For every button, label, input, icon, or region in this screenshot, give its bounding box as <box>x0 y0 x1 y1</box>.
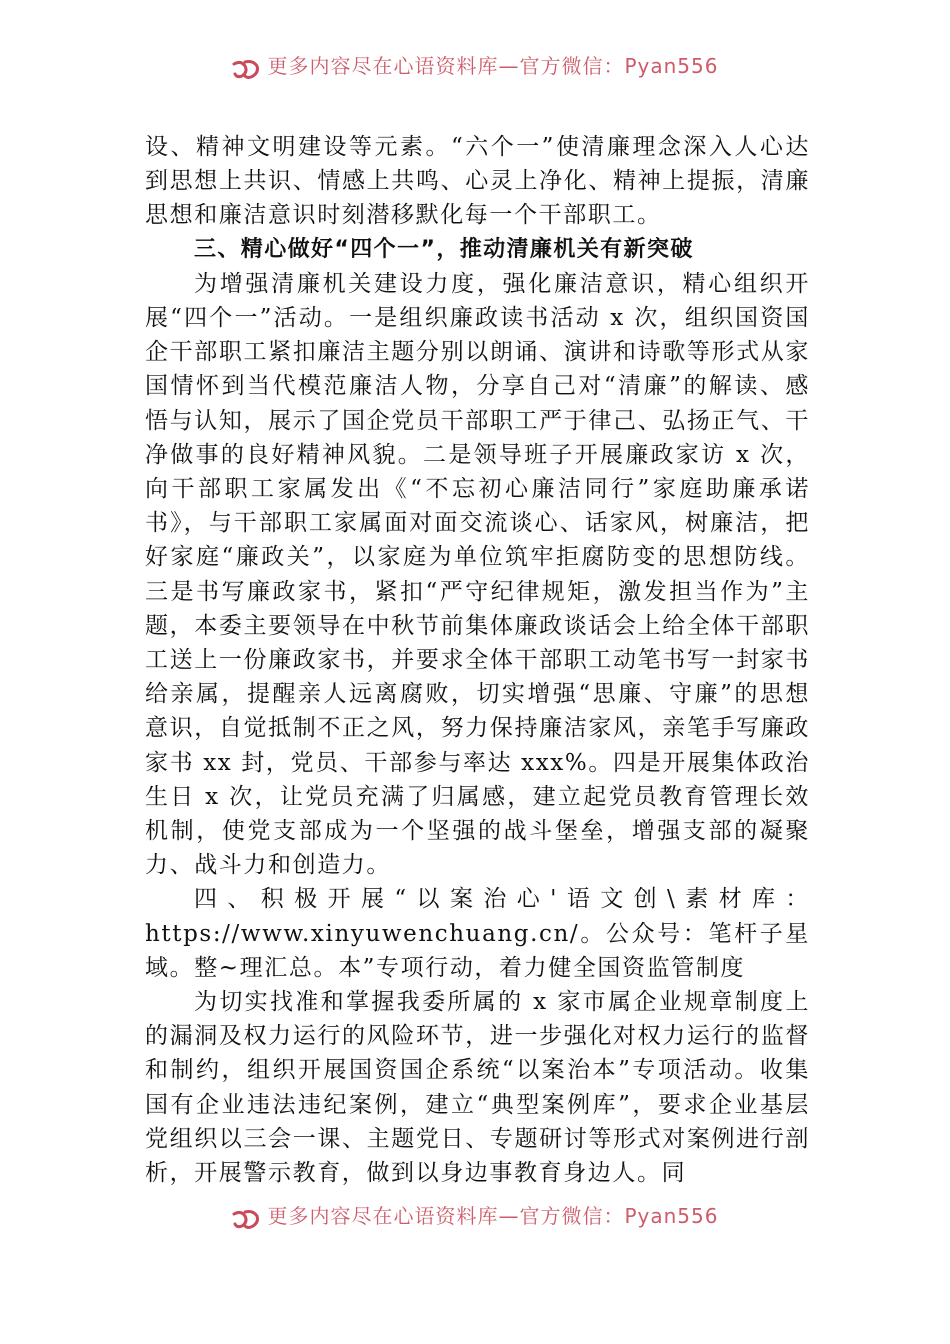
document-body <box>145 130 810 1190</box>
brand-logo-icon <box>231 58 261 82</box>
paragraph-section-four: 为切实找准和掌握我委所属的 x 家市属企业规章制度上的漏洞及权力运行的风险环节，进一步强化对权力运行的监督和制约，组织开展国资国企系统“以案治本”专项活动。收集国有企业违法违纪案例，建立“典型案例库”，要求企业基层党组织以三会一课、主题党日、专题研讨等形式对案例进行剖析，开展警示教育，做到以身边事教育身边人。同 <box>145 989 810 1187</box>
section-heading-four: 四、积极开展“以案治心'语文创\素材库：https://www.xinyuwenchuang.cn/。公众号：笔杆子星域。整~理汇总。本”专项行动，着力健全国资监管制度 <box>145 886 810 981</box>
section-heading-three: 三、精心做好“四个一”，推动清廉机关有新突破 <box>194 236 694 262</box>
watermark-footer <box>0 1200 950 1240</box>
watermark-text: 更多内容尽在心语资料库—官方微信：Pyan556 <box>267 1203 719 1228</box>
watermark-text: 更多内容尽在心语资料库—官方微信：Pyan556 <box>267 53 719 78</box>
paragraph-section-three: 为增强清廉机关建设力度，强化廉洁意识，精心组织开展“四个一”活动。一是组织廉政读书活动 x 次，组织国资国企干部职工紧扣廉洁主题分别以朗诵、演讲和诗歌等形式从家国情怀到当代模范廉洁人物，分享自己对“清廉”的解读、感悟与认知，展示了国企党员干部职工严于律己、弘扬正气、干净做事的良好精神风貌。二是领导班子开展廉政家访 x 次，向干部职工家属发出《“不忘初心廉洁同行”家庭助廉承诺书》，与干部职工家属面对面交流谈心、话家风，树廉洁，把好家庭“廉政关”，以家庭为单位筑牢拒腐防变的思想防线。三是书写廉政家书，紧扣“严守纪律规矩，激发担当作为”主题，本委主要领导在中秋节前集体廉政谈话会上给全体干部职工送上一份廉政家书，并要求全体干部职工动笔书写一封家书给亲属，提醒亲人远离腐败，切实增强“思廉、守廉”的思想意识，自觉抵制不正之风，努力保持廉洁家风，亲笔手写廉政家书 xx 封，党员、干部参与率达 xxx%。四是开展集体政治生日 x 次，让党员充满了归属感，建立起党员教育管理长效机制，使党支部成为一个坚强的战斗堡垒，增强支部的凝聚力、战斗力和创造力。 <box>145 270 810 879</box>
paragraph-continuation: 设、精神文明建设等元素。“六个一”使清廉理念深入人心达到思想上共识、情感上共鸣、心灵上净化、精神上提振，清廉思想和廉洁意识时刻潜移默化每一个干部职工。 <box>145 134 810 229</box>
brand-logo-icon <box>231 1208 261 1232</box>
watermark-header <box>0 50 950 90</box>
